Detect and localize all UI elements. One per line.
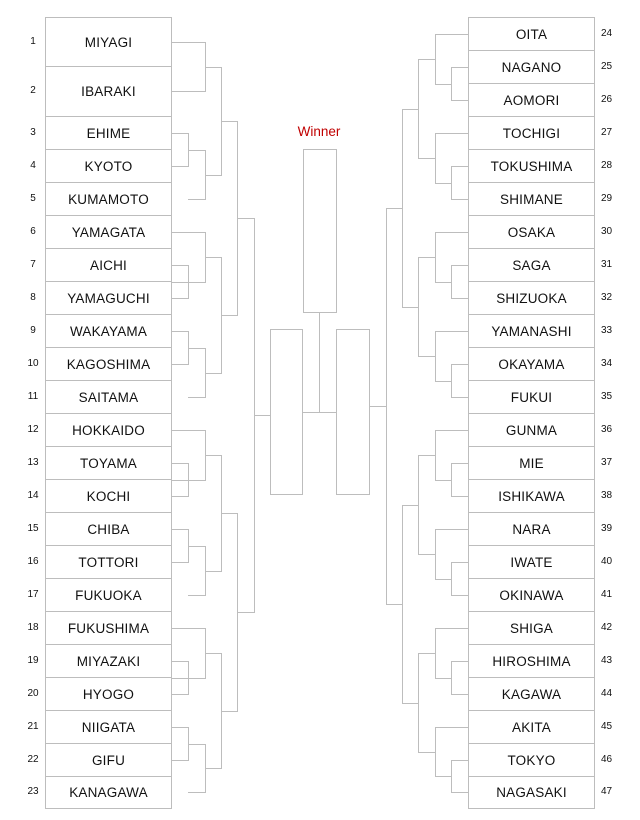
- team-name: KYOTO: [84, 158, 133, 174]
- bracket-line: [172, 562, 189, 563]
- bracket-line: [451, 529, 469, 530]
- team-name: SAITAMA: [78, 389, 139, 405]
- bracket-line: [188, 744, 206, 745]
- team-box[interactable]: [45, 578, 172, 612]
- bracket-line: [451, 397, 469, 398]
- team-box[interactable]: [468, 182, 595, 216]
- team-box[interactable]: [468, 644, 595, 678]
- bracket-line: [172, 166, 189, 167]
- seed-number: 22: [27, 754, 39, 765]
- seed-number: 15: [27, 523, 39, 534]
- bracket-line: [172, 133, 189, 134]
- team-name: KOCHI: [86, 488, 131, 504]
- team-name: FUKUI: [510, 389, 553, 405]
- bracket-line: [435, 381, 452, 382]
- team-name: SHIGA: [509, 620, 553, 636]
- seed-number: 31: [601, 259, 613, 270]
- bracket-line: [172, 91, 206, 92]
- team-box[interactable]: [468, 215, 595, 249]
- team-box[interactable]: [45, 248, 172, 282]
- seed-number: 27: [601, 127, 613, 138]
- team-name: MIYAZAKI: [76, 653, 141, 669]
- bracket-line: [386, 208, 403, 209]
- team-name: HYOGO: [82, 686, 135, 702]
- seed-number: 18: [27, 622, 39, 633]
- bracket-line: [188, 397, 206, 398]
- bracket-line: [435, 480, 452, 481]
- team-box[interactable]: [45, 545, 172, 579]
- bracket-line: [188, 678, 206, 679]
- team-name: NAGASAKI: [496, 785, 567, 800]
- bracket-line: [418, 752, 436, 753]
- team-name: TOTTORI: [78, 554, 139, 570]
- bracket-line: [418, 653, 436, 654]
- seed-number: 28: [601, 160, 613, 171]
- seed-number: 21: [27, 721, 39, 732]
- seed-number: 26: [601, 94, 613, 105]
- bracket-line: [386, 604, 403, 605]
- bracket-line: [451, 265, 469, 266]
- bracket-line: [451, 364, 469, 365]
- team-box[interactable]: [468, 248, 595, 282]
- bracket-line: [172, 430, 206, 431]
- seed-number: 43: [601, 655, 613, 666]
- team-box[interactable]: [45, 66, 172, 117]
- team-box[interactable]: [45, 116, 172, 150]
- team-box[interactable]: [468, 710, 595, 744]
- team-name: HIROSHIMA: [492, 653, 571, 669]
- team-box[interactable]: [45, 776, 172, 809]
- seed-number: 14: [27, 490, 39, 501]
- team-name: YAMANASHI: [491, 323, 572, 339]
- team-box[interactable]: [468, 50, 595, 84]
- team-name: TOYAMA: [80, 455, 137, 471]
- bracket-line: [205, 67, 222, 68]
- seed-number: 40: [601, 556, 613, 567]
- bracket-line: [435, 232, 452, 233]
- bracket-line: [172, 760, 189, 761]
- seed-number: 45: [601, 721, 613, 732]
- team-name: OKINAWA: [499, 587, 564, 603]
- finalist-right-box[interactable]: [336, 329, 370, 495]
- team-box[interactable]: [45, 380, 172, 414]
- team-name: TOKYO: [507, 752, 556, 768]
- bracket-line: [172, 331, 189, 332]
- bracket-line: [435, 34, 452, 35]
- seed-number: 9: [30, 325, 36, 336]
- team-name: CHIBA: [87, 521, 130, 537]
- bracket-line: [221, 315, 238, 316]
- bracket-line: [172, 364, 189, 365]
- team-box[interactable]: [468, 116, 595, 150]
- team-box[interactable]: [45, 215, 172, 249]
- bracket-line: [418, 356, 436, 357]
- seed-number: 33: [601, 325, 613, 336]
- seed-number: 1: [30, 36, 36, 47]
- bracket-line: [237, 612, 255, 613]
- team-box[interactable]: [45, 644, 172, 678]
- bracket-line: [402, 505, 419, 506]
- seed-number: 2: [30, 85, 36, 96]
- team-box[interactable]: [468, 281, 595, 315]
- seed-number: 47: [601, 786, 613, 797]
- bracket-line: [451, 199, 469, 200]
- seed-number: 10: [27, 358, 39, 369]
- seed-number: 35: [601, 391, 613, 402]
- team-name: GIFU: [91, 752, 126, 768]
- bracket-line: [451, 661, 469, 662]
- bracket-line: [254, 415, 271, 416]
- team-box[interactable]: [468, 347, 595, 381]
- bracket-line: [451, 727, 469, 728]
- bracket-line: [451, 133, 469, 134]
- bracket-line: [418, 455, 436, 456]
- team-box[interactable]: [45, 611, 172, 645]
- bracket-line: [188, 199, 206, 200]
- bracket-line: [303, 412, 337, 413]
- team-box[interactable]: [468, 776, 595, 809]
- bracket-line: [205, 455, 222, 456]
- team-box[interactable]: [468, 413, 595, 447]
- bracket-line: [435, 282, 452, 283]
- team-name: KAGOSHIMA: [66, 356, 151, 372]
- bracket-line: [172, 298, 189, 299]
- seed-number: 12: [27, 424, 39, 435]
- team-name: IBARAKI: [81, 84, 136, 99]
- bracket-line: [172, 463, 189, 464]
- bracket-line: [451, 67, 469, 68]
- bracket-line: [205, 257, 222, 258]
- seed-number: 17: [27, 589, 39, 600]
- team-box[interactable]: [468, 446, 595, 480]
- seed-number: 32: [601, 292, 613, 303]
- bracket-line: [451, 298, 469, 299]
- seed-number: 6: [30, 226, 36, 237]
- bracket-line: [370, 406, 387, 407]
- team-box[interactable]: [468, 17, 595, 51]
- team-box[interactable]: [45, 17, 172, 67]
- bracket-line: [451, 562, 469, 563]
- bracket-line: [435, 579, 452, 580]
- bracket-line: [205, 571, 222, 572]
- bracket-line: [451, 331, 469, 332]
- team-box[interactable]: [468, 314, 595, 348]
- team-name: EHIME: [86, 125, 131, 141]
- team-box[interactable]: [468, 380, 595, 414]
- seed-number: 16: [27, 556, 39, 567]
- bracket-line: [172, 496, 189, 497]
- bracket-line: [435, 529, 452, 530]
- bracket-line: [435, 678, 452, 679]
- team-name: SHIMANE: [500, 191, 563, 207]
- bracket-line: [435, 84, 452, 85]
- team-box[interactable]: [45, 281, 172, 315]
- team-box[interactable]: [45, 347, 172, 381]
- team-box[interactable]: [468, 479, 595, 513]
- team-name: NAGANO: [501, 59, 562, 75]
- seed-number: 24: [601, 28, 613, 39]
- bracket-line: [451, 34, 469, 35]
- bracket-line: [205, 373, 222, 374]
- bracket-line: [172, 529, 189, 530]
- seed-number: 11: [27, 391, 39, 402]
- bracket-line: [451, 100, 469, 101]
- seed-number: 39: [601, 523, 613, 534]
- bracket-line: [188, 546, 206, 547]
- team-box[interactable]: [45, 413, 172, 447]
- winner-box[interactable]: [303, 149, 337, 313]
- seed-number: 36: [601, 424, 613, 435]
- bracket-line: [451, 595, 469, 596]
- team-name: AKITA: [511, 719, 551, 735]
- team-name: OITA: [515, 26, 548, 42]
- bracket-line: [418, 59, 436, 60]
- bracket-line: [451, 792, 469, 793]
- bracket-line: [188, 150, 206, 151]
- team-name: KANAGAWA: [69, 785, 148, 800]
- team-name: TOCHIGI: [502, 125, 561, 141]
- bracket-line: [451, 760, 469, 761]
- team-box[interactable]: [45, 182, 172, 216]
- team-name: FUKUSHIMA: [67, 620, 150, 636]
- bracket-line: [418, 257, 436, 258]
- team-box[interactable]: [45, 479, 172, 513]
- bracket-line: [172, 727, 189, 728]
- seed-number: 23: [27, 786, 39, 797]
- team-name: KAGAWA: [501, 686, 562, 702]
- bracket-line: [435, 628, 452, 629]
- team-name: ISHIKAWA: [498, 488, 565, 504]
- bracket-line: [451, 694, 469, 695]
- team-name: KUMAMOTO: [68, 191, 149, 207]
- bracket-line: [188, 282, 206, 283]
- bracket-line: [221, 711, 238, 712]
- team-box[interactable]: [468, 83, 595, 117]
- seed-number: 5: [30, 193, 36, 204]
- bracket-line: [172, 265, 189, 266]
- team-box[interactable]: [468, 743, 595, 777]
- bracket-line: [451, 232, 469, 233]
- finalist-left-box[interactable]: [270, 329, 303, 495]
- seed-number: 8: [30, 292, 36, 303]
- seed-number: 42: [601, 622, 613, 633]
- bracket-line: [451, 496, 469, 497]
- team-name: HOKKAIDO: [72, 422, 145, 438]
- bracket-line: [418, 554, 436, 555]
- bracket-line: [418, 158, 436, 159]
- seed-number: 13: [27, 457, 39, 468]
- bracket-line: [221, 121, 238, 122]
- team-name: IWATE: [510, 554, 553, 570]
- team-box[interactable]: [468, 512, 595, 546]
- bracket-line: [205, 175, 222, 176]
- team-name: MIYAGI: [84, 34, 133, 50]
- seed-number: 7: [30, 259, 36, 270]
- seed-number: 44: [601, 688, 613, 699]
- bracket-line: [172, 232, 206, 233]
- team-box[interactable]: [45, 314, 172, 348]
- bracket-line: [435, 430, 452, 431]
- team-box[interactable]: [45, 149, 172, 183]
- team-box[interactable]: [468, 611, 595, 645]
- bracket-line: [402, 703, 419, 704]
- seed-number: 20: [27, 688, 39, 699]
- bracket-line: [451, 166, 469, 167]
- team-name: WAKAYAMA: [69, 323, 148, 339]
- bracket-line: [221, 513, 238, 514]
- bracket-line: [172, 661, 189, 662]
- bracket-line: [435, 727, 452, 728]
- bracket-line: [188, 480, 206, 481]
- team-name: NIIGATA: [81, 719, 136, 735]
- seed-number: 3: [30, 127, 36, 138]
- bracket-line: [402, 307, 419, 308]
- team-name: OSAKA: [507, 224, 556, 240]
- team-box[interactable]: [468, 545, 595, 579]
- bracket-line: [435, 331, 452, 332]
- bracket-line: [435, 183, 452, 184]
- team-name: AOMORI: [503, 92, 560, 108]
- team-name: SHIZUOKA: [496, 290, 567, 306]
- bracket-line: [435, 776, 452, 777]
- bracket-line: [172, 628, 206, 629]
- bracket-line: [205, 768, 222, 769]
- bracket-line: [188, 348, 206, 349]
- seed-number: 4: [30, 160, 36, 171]
- team-box[interactable]: [45, 446, 172, 480]
- team-name: YAMAGATA: [71, 224, 146, 240]
- team-name: MIE: [519, 455, 544, 471]
- team-box[interactable]: [468, 149, 595, 183]
- bracket-line: [451, 463, 469, 464]
- team-name: FUKUOKA: [75, 587, 142, 603]
- seed-number: 30: [601, 226, 613, 237]
- bracket-line: [172, 694, 189, 695]
- seed-number: 46: [601, 754, 613, 765]
- team-box[interactable]: [45, 512, 172, 546]
- bracket-line: [188, 792, 206, 793]
- team-name: NARA: [512, 521, 551, 537]
- seed-number: 29: [601, 193, 613, 204]
- team-box[interactable]: [468, 578, 595, 612]
- seed-number: 34: [601, 358, 613, 369]
- team-name: AICHI: [89, 257, 127, 273]
- seed-number: 19: [27, 655, 39, 666]
- team-box[interactable]: [45, 677, 172, 711]
- seed-number: 38: [601, 490, 613, 501]
- team-name: TOKUSHIMA: [490, 158, 573, 174]
- bracket-line: [237, 218, 255, 219]
- bracket-line: [319, 313, 320, 413]
- bracket-line: [172, 42, 206, 43]
- team-box[interactable]: [468, 677, 595, 711]
- bracket-line: [435, 133, 452, 134]
- bracket-line: [451, 430, 469, 431]
- team-name: GUNMA: [505, 422, 558, 438]
- team-name: SAGA: [512, 257, 551, 273]
- team-box[interactable]: [45, 743, 172, 777]
- bracket-line: [188, 595, 206, 596]
- bracket-line: [402, 109, 419, 110]
- bracket-line: [205, 653, 222, 654]
- bracket-line: [451, 628, 469, 629]
- seed-number: 25: [601, 61, 613, 72]
- winner-label: Winner: [297, 124, 341, 139]
- team-name: YAMAGUCHI: [67, 290, 150, 306]
- seed-number: 41: [601, 589, 613, 600]
- seed-number: 37: [601, 457, 613, 468]
- team-box[interactable]: [45, 710, 172, 744]
- team-name: OKAYAMA: [498, 356, 565, 372]
